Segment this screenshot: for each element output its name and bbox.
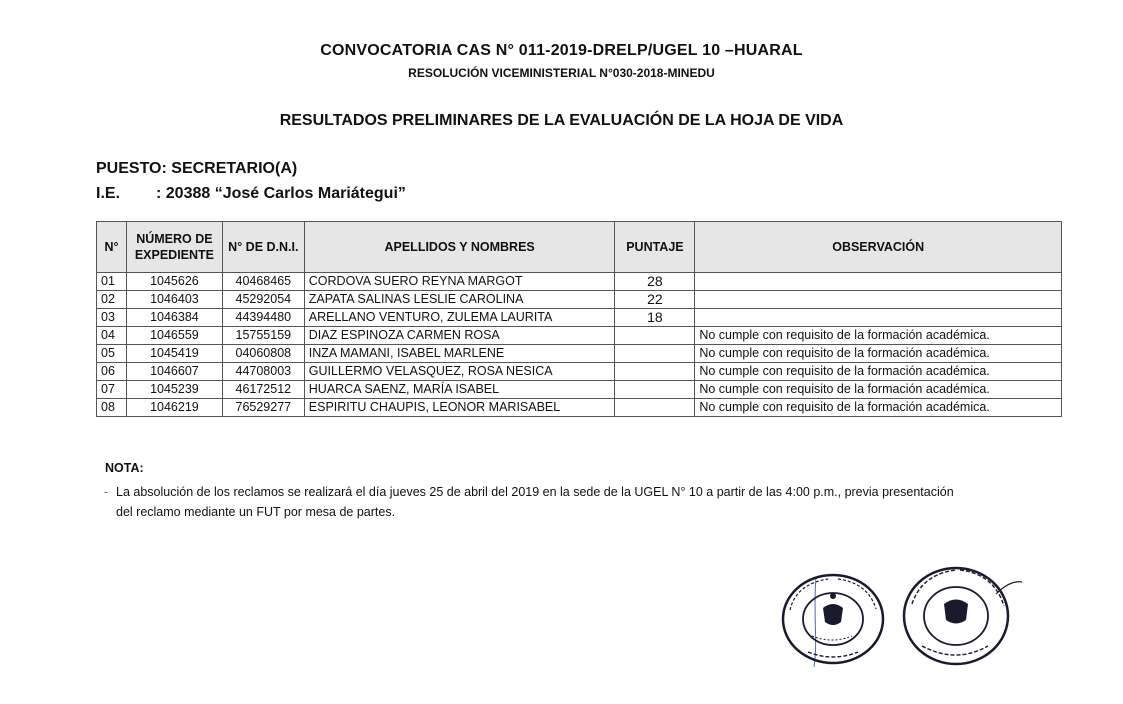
cell-num: 04: [97, 327, 127, 345]
table-row: [97, 309, 1062, 327]
header-puntaje: PUNTAJE: [615, 222, 695, 273]
cell-observacion: [695, 291, 1062, 309]
header-num: N°: [97, 222, 127, 273]
cell-expediente: 1046607: [126, 363, 222, 381]
table-header-row: [97, 222, 1062, 273]
nota-line-2: del reclamo mediante un FUT por mesa de partes.: [116, 505, 396, 519]
cell-puntaje: [615, 381, 695, 399]
nota-line-1: La absolución de los reclamos se realizará el día jueves 25 de abril del 2019 en la sede de la UGEL N° 10 a partir de las 4:00 p.m., previa presentación: [116, 485, 954, 499]
nota-title: NOTA:: [105, 461, 144, 475]
cell-observacion: [695, 309, 1062, 327]
cell-num: 02: [97, 291, 127, 309]
cell-nombres: GUILLERMO VELASQUEZ, ROSA NESICA: [304, 363, 615, 381]
cell-puntaje: [615, 345, 695, 363]
cell-num: 01: [97, 273, 127, 291]
resolution-line: RESOLUCIÓN VICEMINISTERIAL N°030-2018-MINEDU: [408, 66, 715, 80]
cell-dni: 46172512: [222, 381, 304, 399]
nota-text: [104, 482, 1064, 522]
cell-dni: 15755159: [222, 327, 304, 345]
cell-expediente: 1045626: [126, 273, 222, 291]
cell-puntaje: [615, 399, 695, 417]
cell-puntaje: [615, 363, 695, 381]
document-title: CONVOCATORIA CAS N° 011-2019-DRELP/UGEL 10 –HUARAL: [320, 42, 803, 59]
cell-dni: 44708003: [222, 363, 304, 381]
cell-num: 06: [97, 363, 127, 381]
cell-puntaje: [615, 327, 695, 345]
cell-observacion: No cumple con requisito de la formación académica.: [695, 327, 1062, 345]
minedu-stamp: [898, 564, 1023, 669]
cell-num: 03: [97, 309, 127, 327]
cell-observacion: No cumple con requisito de la formación académica.: [695, 381, 1062, 399]
cell-nombres: ZAPATA SALINAS LESLIE CAROLINA: [304, 291, 615, 309]
cell-puntaje: 28: [615, 273, 695, 291]
cell-puntaje: 18: [615, 309, 695, 327]
stamp-icon: [778, 572, 888, 667]
table-row: [97, 399, 1062, 417]
table-row: [97, 327, 1062, 345]
results-table: [96, 221, 1062, 417]
cell-expediente: 1045239: [126, 381, 222, 399]
cell-expediente: 1046559: [126, 327, 222, 345]
cell-num: 05: [97, 345, 127, 363]
header-observacion: OBSERVACIÓN: [695, 222, 1062, 273]
cell-nombres: DIAZ ESPINOZA CARMEN ROSA: [304, 327, 615, 345]
cell-observacion: No cumple con requisito de la formación académica.: [695, 399, 1062, 417]
stamp-icon: [898, 564, 1023, 669]
table-row: [97, 273, 1062, 291]
cell-puntaje: 22: [615, 291, 695, 309]
cell-nombres: HUARCA SAENZ, MARÍA ISABEL: [304, 381, 615, 399]
cell-observacion: [695, 273, 1062, 291]
cell-dni: 40468465: [222, 273, 304, 291]
cell-expediente: 1046384: [126, 309, 222, 327]
ie-value: : 20388 “José Carlos Mariátegui”: [156, 185, 406, 202]
header-dni: N° DE D.N.I.: [222, 222, 304, 273]
cell-dni: 76529277: [222, 399, 304, 417]
results-subtitle: RESULTADOS PRELIMINARES DE LA EVALUACIÓN DE LA HOJA DE VIDA: [279, 112, 844, 129]
cell-dni: 45292054: [222, 291, 304, 309]
ie-label: I.E.: [96, 185, 121, 202]
cell-nombres: ARELLANO VENTURO, ZULEMA LAURITA: [304, 309, 615, 327]
cell-num: 07: [97, 381, 127, 399]
table-row: [97, 345, 1062, 363]
cell-expediente: 1046219: [126, 399, 222, 417]
cell-nombres: CORDOVA SUERO REYNA MARGOT: [304, 273, 615, 291]
header-nombres: APELLIDOS Y NOMBRES: [304, 222, 615, 273]
cell-nombres: ESPIRITU CHAUPIS, LEONOR MARISABEL: [304, 399, 615, 417]
cell-dni: 44394480: [222, 309, 304, 327]
cell-observacion: No cumple con requisito de la formación académica.: [695, 345, 1062, 363]
ugel-personal-stamp: [778, 572, 888, 667]
cell-expediente: 1045419: [126, 345, 222, 363]
nota-bullet: -: [104, 485, 109, 499]
table-row: [97, 291, 1062, 309]
header-expediente: NÚMERO DE EXPEDIENTE: [126, 222, 222, 273]
cell-nombres: INZA MAMANI, ISABEL MARLENE: [304, 345, 615, 363]
cell-expediente: 1046403: [126, 291, 222, 309]
cell-observacion: No cumple con requisito de la formación académica.: [695, 363, 1062, 381]
ie-line: [96, 185, 406, 203]
puesto-line: PUESTO: SECRETARIO(A): [96, 160, 298, 177]
table-row: [97, 381, 1062, 399]
cell-num: 08: [97, 399, 127, 417]
cell-dni: 04060808: [222, 345, 304, 363]
table-row: [97, 363, 1062, 381]
